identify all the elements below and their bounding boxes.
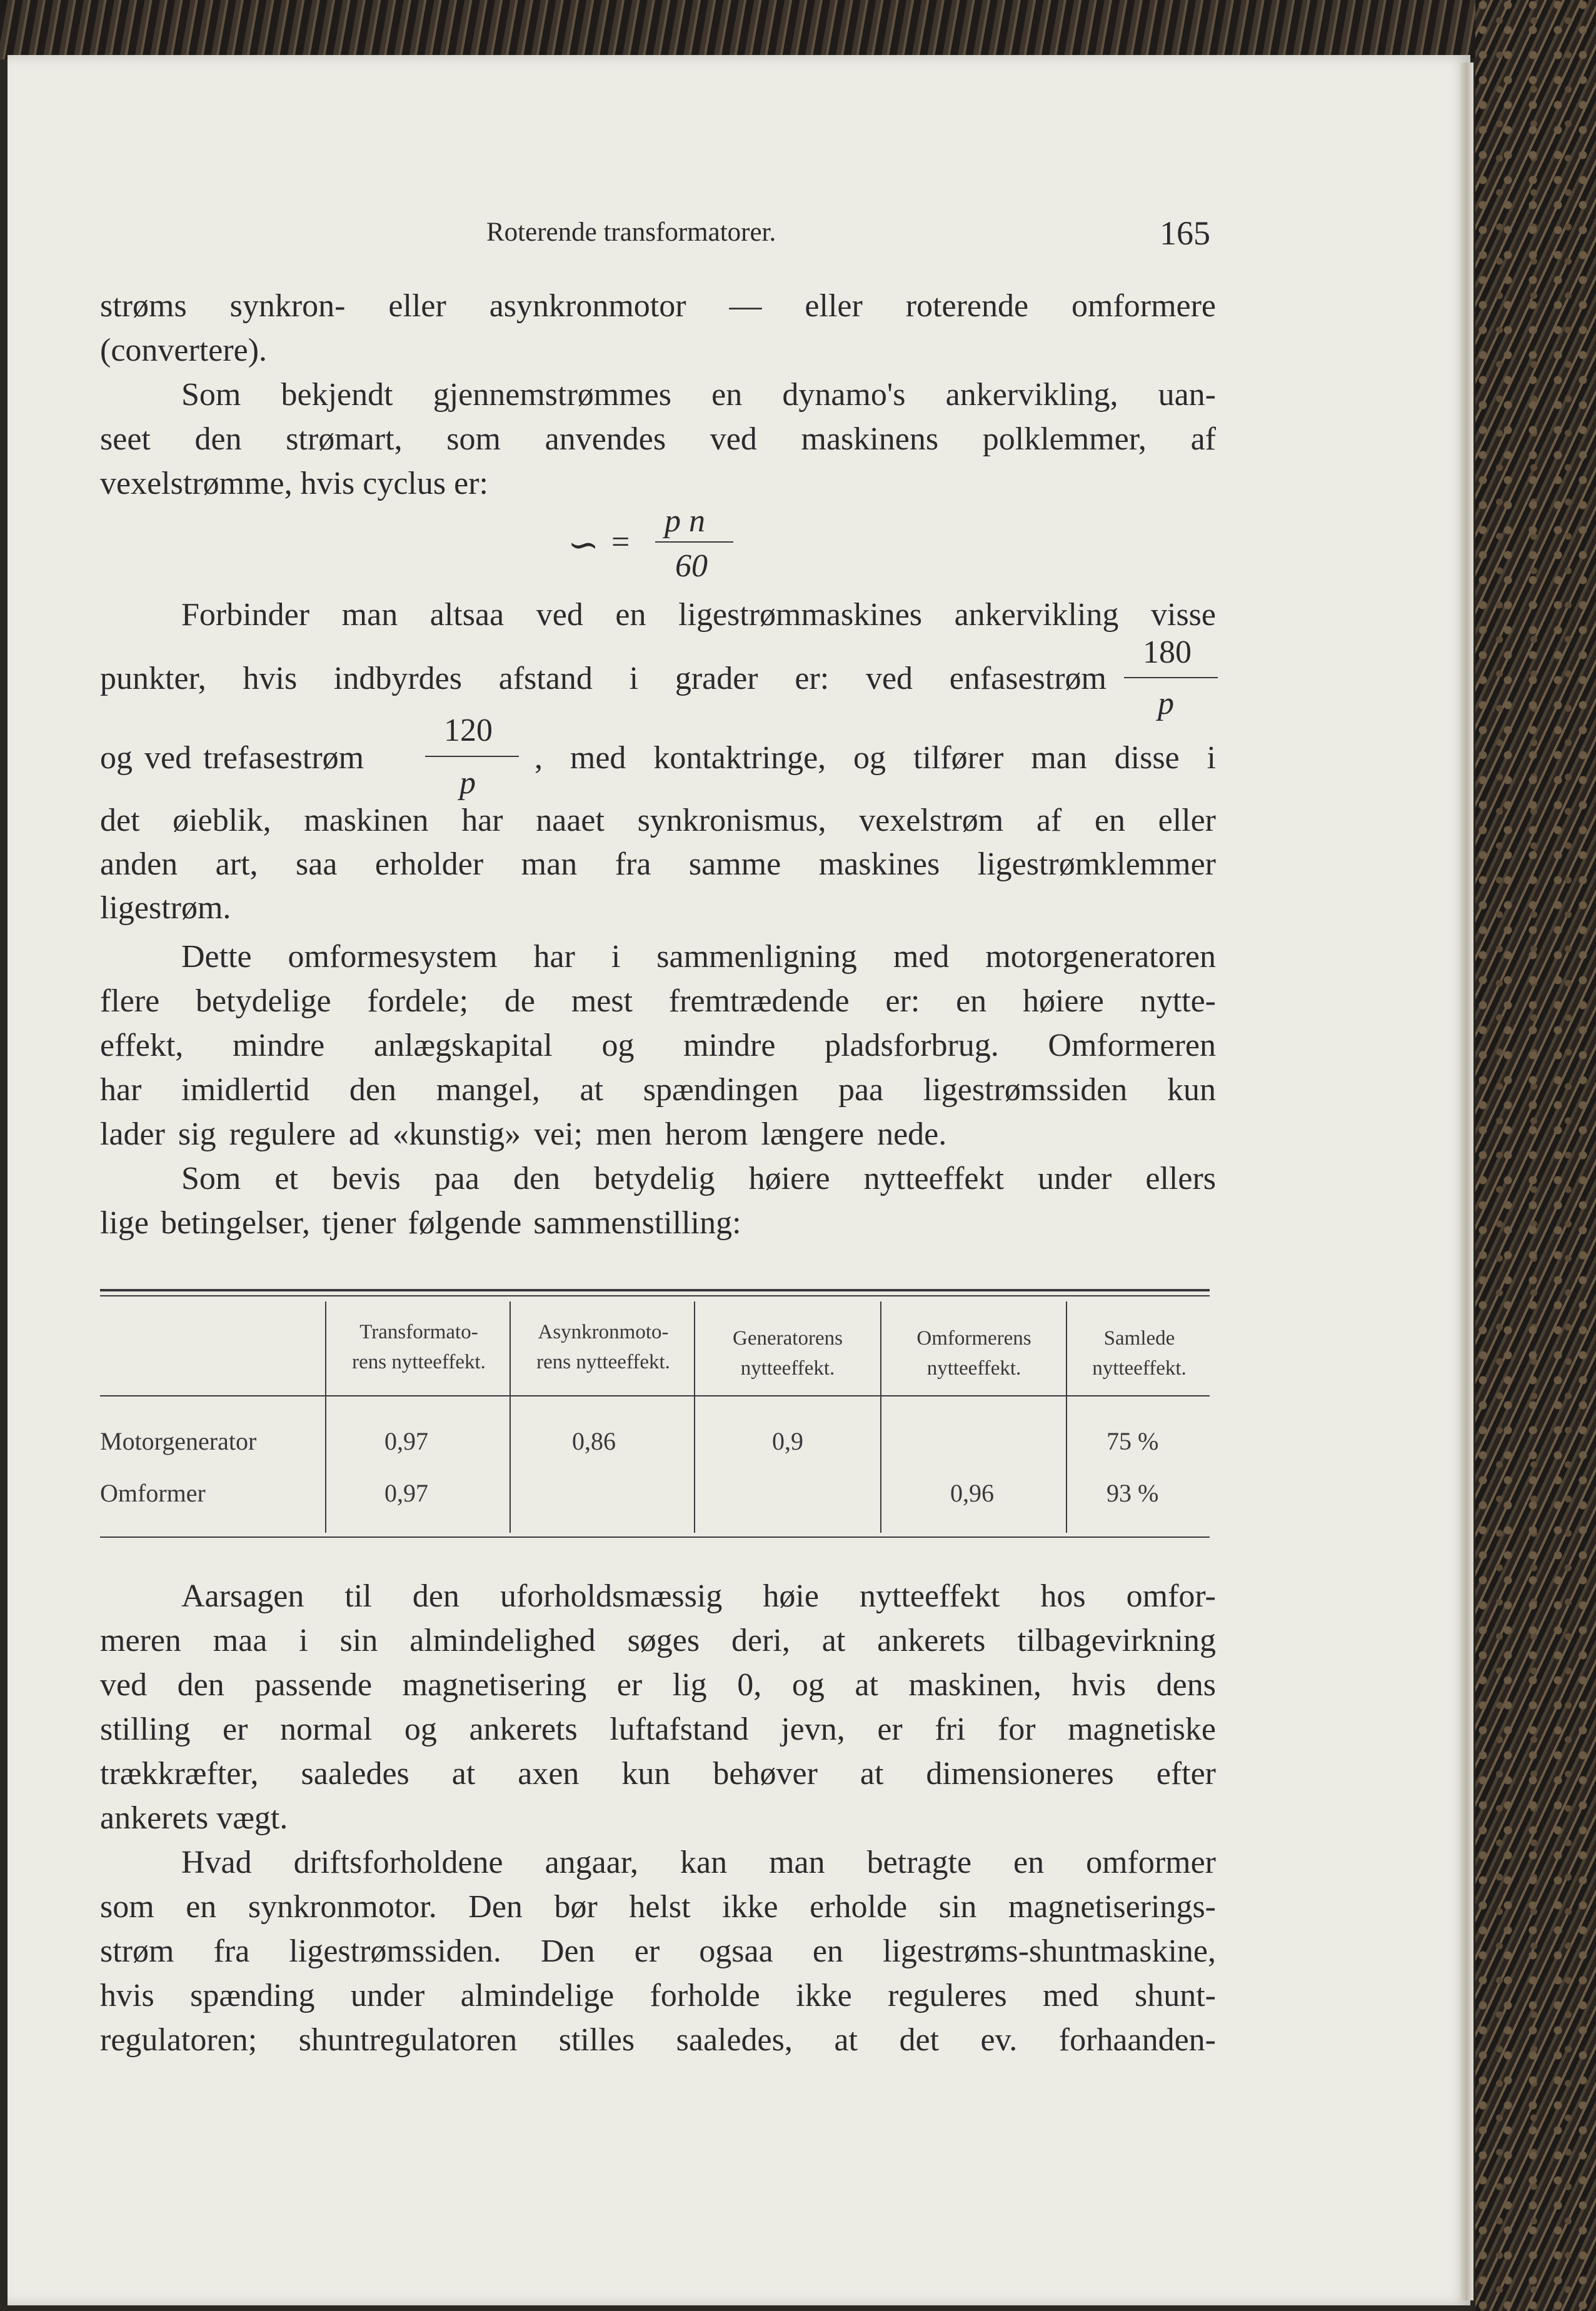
text-line: , med kontaktringe, og tilfører man disse i — [535, 740, 1216, 776]
text-line: stilling er normal og ankerets luftafstand jevn, er fri for magnetiske — [100, 1712, 1216, 1747]
table-top-rule-2 — [100, 1295, 1210, 1296]
table-header-line: Samlede — [1103, 1327, 1175, 1350]
table-header-cell — [328, 1318, 509, 1378]
fraction-180-numerator: 180 — [1143, 634, 1192, 670]
text-line: seet den strømart, som anvendes ved maskinens polklemmer, af — [100, 421, 1216, 457]
text-line: ved den passende magnetisering er lig 0, og at maskinen, hvis dens — [100, 1667, 1216, 1703]
table-bottom-rule — [100, 1536, 1210, 1538]
text-line: punkter, hvis indbyrdes afstand i grader er: ved enfasestrøm — [100, 661, 1107, 696]
formula-denominator: 60 — [675, 548, 708, 584]
text-line: Hvad driftsforholdene angaar, kan man betragte en omformer — [181, 1845, 1216, 1880]
table-header-cell — [1069, 1324, 1210, 1384]
table-header-rule — [100, 1395, 1210, 1396]
formula-numerator: p n — [665, 503, 705, 539]
table-cell: 0,96 — [950, 1479, 994, 1507]
table-column-divider — [694, 1301, 695, 1533]
text-line: som en synkronmotor. Den bør helst ikke erholde sin magnetiserings- — [100, 1889, 1216, 1925]
table-header-line: Generatorens — [733, 1327, 843, 1350]
table-cell: 93 % — [1107, 1479, 1159, 1507]
table-row-label: Motorgenerator — [100, 1427, 257, 1455]
text-line: ligestrøm. — [100, 890, 231, 926]
table-cell: 75 % — [1107, 1427, 1159, 1455]
text-line: effekt, mindre anlægskapital og mindre pladsforbrug. Omformeren — [100, 1028, 1216, 1063]
text-line: Som et bevis paa den betydelig høiere nytteeffekt under ellers — [181, 1161, 1216, 1196]
text-line: Som bekjendt gjennemstrømmes en dynamo's ankervikling, uan- — [181, 377, 1216, 413]
text-line: anden art, saa erholder man fra samme maskines ligestrømklemmer — [100, 846, 1216, 882]
text-line: flere betydelige fordele; de mest fremtrædende er: en høiere nytte- — [100, 983, 1216, 1019]
formula-fraction-bar — [655, 541, 733, 543]
text-line: vexelstrømme, hvis cyclus er: — [100, 466, 488, 501]
table-column-divider — [880, 1301, 881, 1533]
table-header-line: Asynkronmoto- — [538, 1321, 669, 1343]
text-line: strøm fra ligestrømssiden. Den er ogsaa en ligestrøms-shuntmaskine, — [100, 1933, 1216, 1969]
page-edge-shadow — [1460, 63, 1473, 2300]
table-column-divider — [509, 1301, 511, 1533]
text-line: trækkræfter, saaledes at axen kun behøver at dimensioneres efter — [100, 1756, 1216, 1792]
fraction-180-denominator: p — [1158, 686, 1174, 721]
text-line: meren maa i sin almindelighed søges deri, at ankerets tilbagevirkning — [100, 1623, 1216, 1658]
table-cell: 0,97 — [384, 1479, 428, 1507]
text-line: lader sig regulere ad «kunstig» vei; men herom længere nede. — [100, 1116, 947, 1152]
text-line: regulatoren; shuntregulatoren stilles saaledes, at det ev. forhaanden- — [100, 2022, 1216, 2058]
text-line: hvis spænding under almindelige forholde ikke reguleres med shunt- — [100, 1978, 1216, 2013]
page-number: 165 — [1160, 214, 1210, 252]
text-line: strøms synkron- eller asynkronmotor — eller roterende omformere — [100, 288, 1216, 324]
fraction-120-denominator: p — [459, 765, 476, 801]
table-header-cell — [883, 1324, 1065, 1384]
table-header-line: Transformato- — [359, 1321, 478, 1343]
text-line: og ved trefasestrøm — [100, 740, 364, 776]
table-header-cell — [697, 1324, 878, 1384]
fraction-120-bar — [425, 756, 519, 757]
table-top-rule — [100, 1289, 1210, 1291]
fraction-180-bar — [1124, 677, 1218, 678]
book-cover-marbled-edge — [1475, 0, 1596, 2311]
table-header-line: nytteeffekt. — [740, 1356, 835, 1380]
text-line: har imidlertid den mangel, at spændingen paa ligestrømssiden kun — [100, 1072, 1216, 1108]
text-line: Forbinder man altsaa ved en ligestrømmaskines ankervikling visse — [181, 597, 1216, 633]
formula-equals: = — [611, 524, 630, 560]
table-header-line: nytteeffekt. — [1092, 1356, 1187, 1380]
book-cover-top — [0, 0, 1596, 59]
formula-cyclus-symbol: ∽ — [568, 524, 600, 566]
table-header-line: nytteeffekt. — [926, 1356, 1021, 1380]
text-line: lige betingelser, tjener følgende sammenstilling: — [100, 1205, 741, 1241]
table-column-divider — [1066, 1301, 1067, 1533]
table-header-line: rens nytteeffekt. — [352, 1350, 486, 1373]
table-header-line: Omformerens — [916, 1327, 1031, 1350]
table-cell: 0,9 — [772, 1427, 803, 1455]
table-cell: 0,97 — [384, 1427, 428, 1455]
text-line: Aarsagen til den uforholdsmæssig høie nytteeffekt hos omfor- — [181, 1578, 1216, 1614]
table-column-divider — [325, 1301, 326, 1533]
table-header-cell — [513, 1318, 694, 1378]
text-line: det øieblik, maskinen har naaet synkronismus, vexelstrøm af en eller — [100, 803, 1216, 838]
table-row-label: Omformer — [100, 1479, 206, 1507]
running-header-title: Roterende transformatorer. — [486, 218, 776, 247]
table-cell: 0,86 — [572, 1427, 616, 1455]
text-line: (convertere). — [100, 333, 268, 368]
text-line: ankerets vægt. — [100, 1800, 288, 1836]
fraction-120-numerator: 120 — [444, 713, 493, 748]
text-line: Dette omformesystem har i sammenligning med motorgeneratoren — [181, 939, 1216, 975]
table-header-line: rens nytteeffekt. — [536, 1350, 670, 1373]
